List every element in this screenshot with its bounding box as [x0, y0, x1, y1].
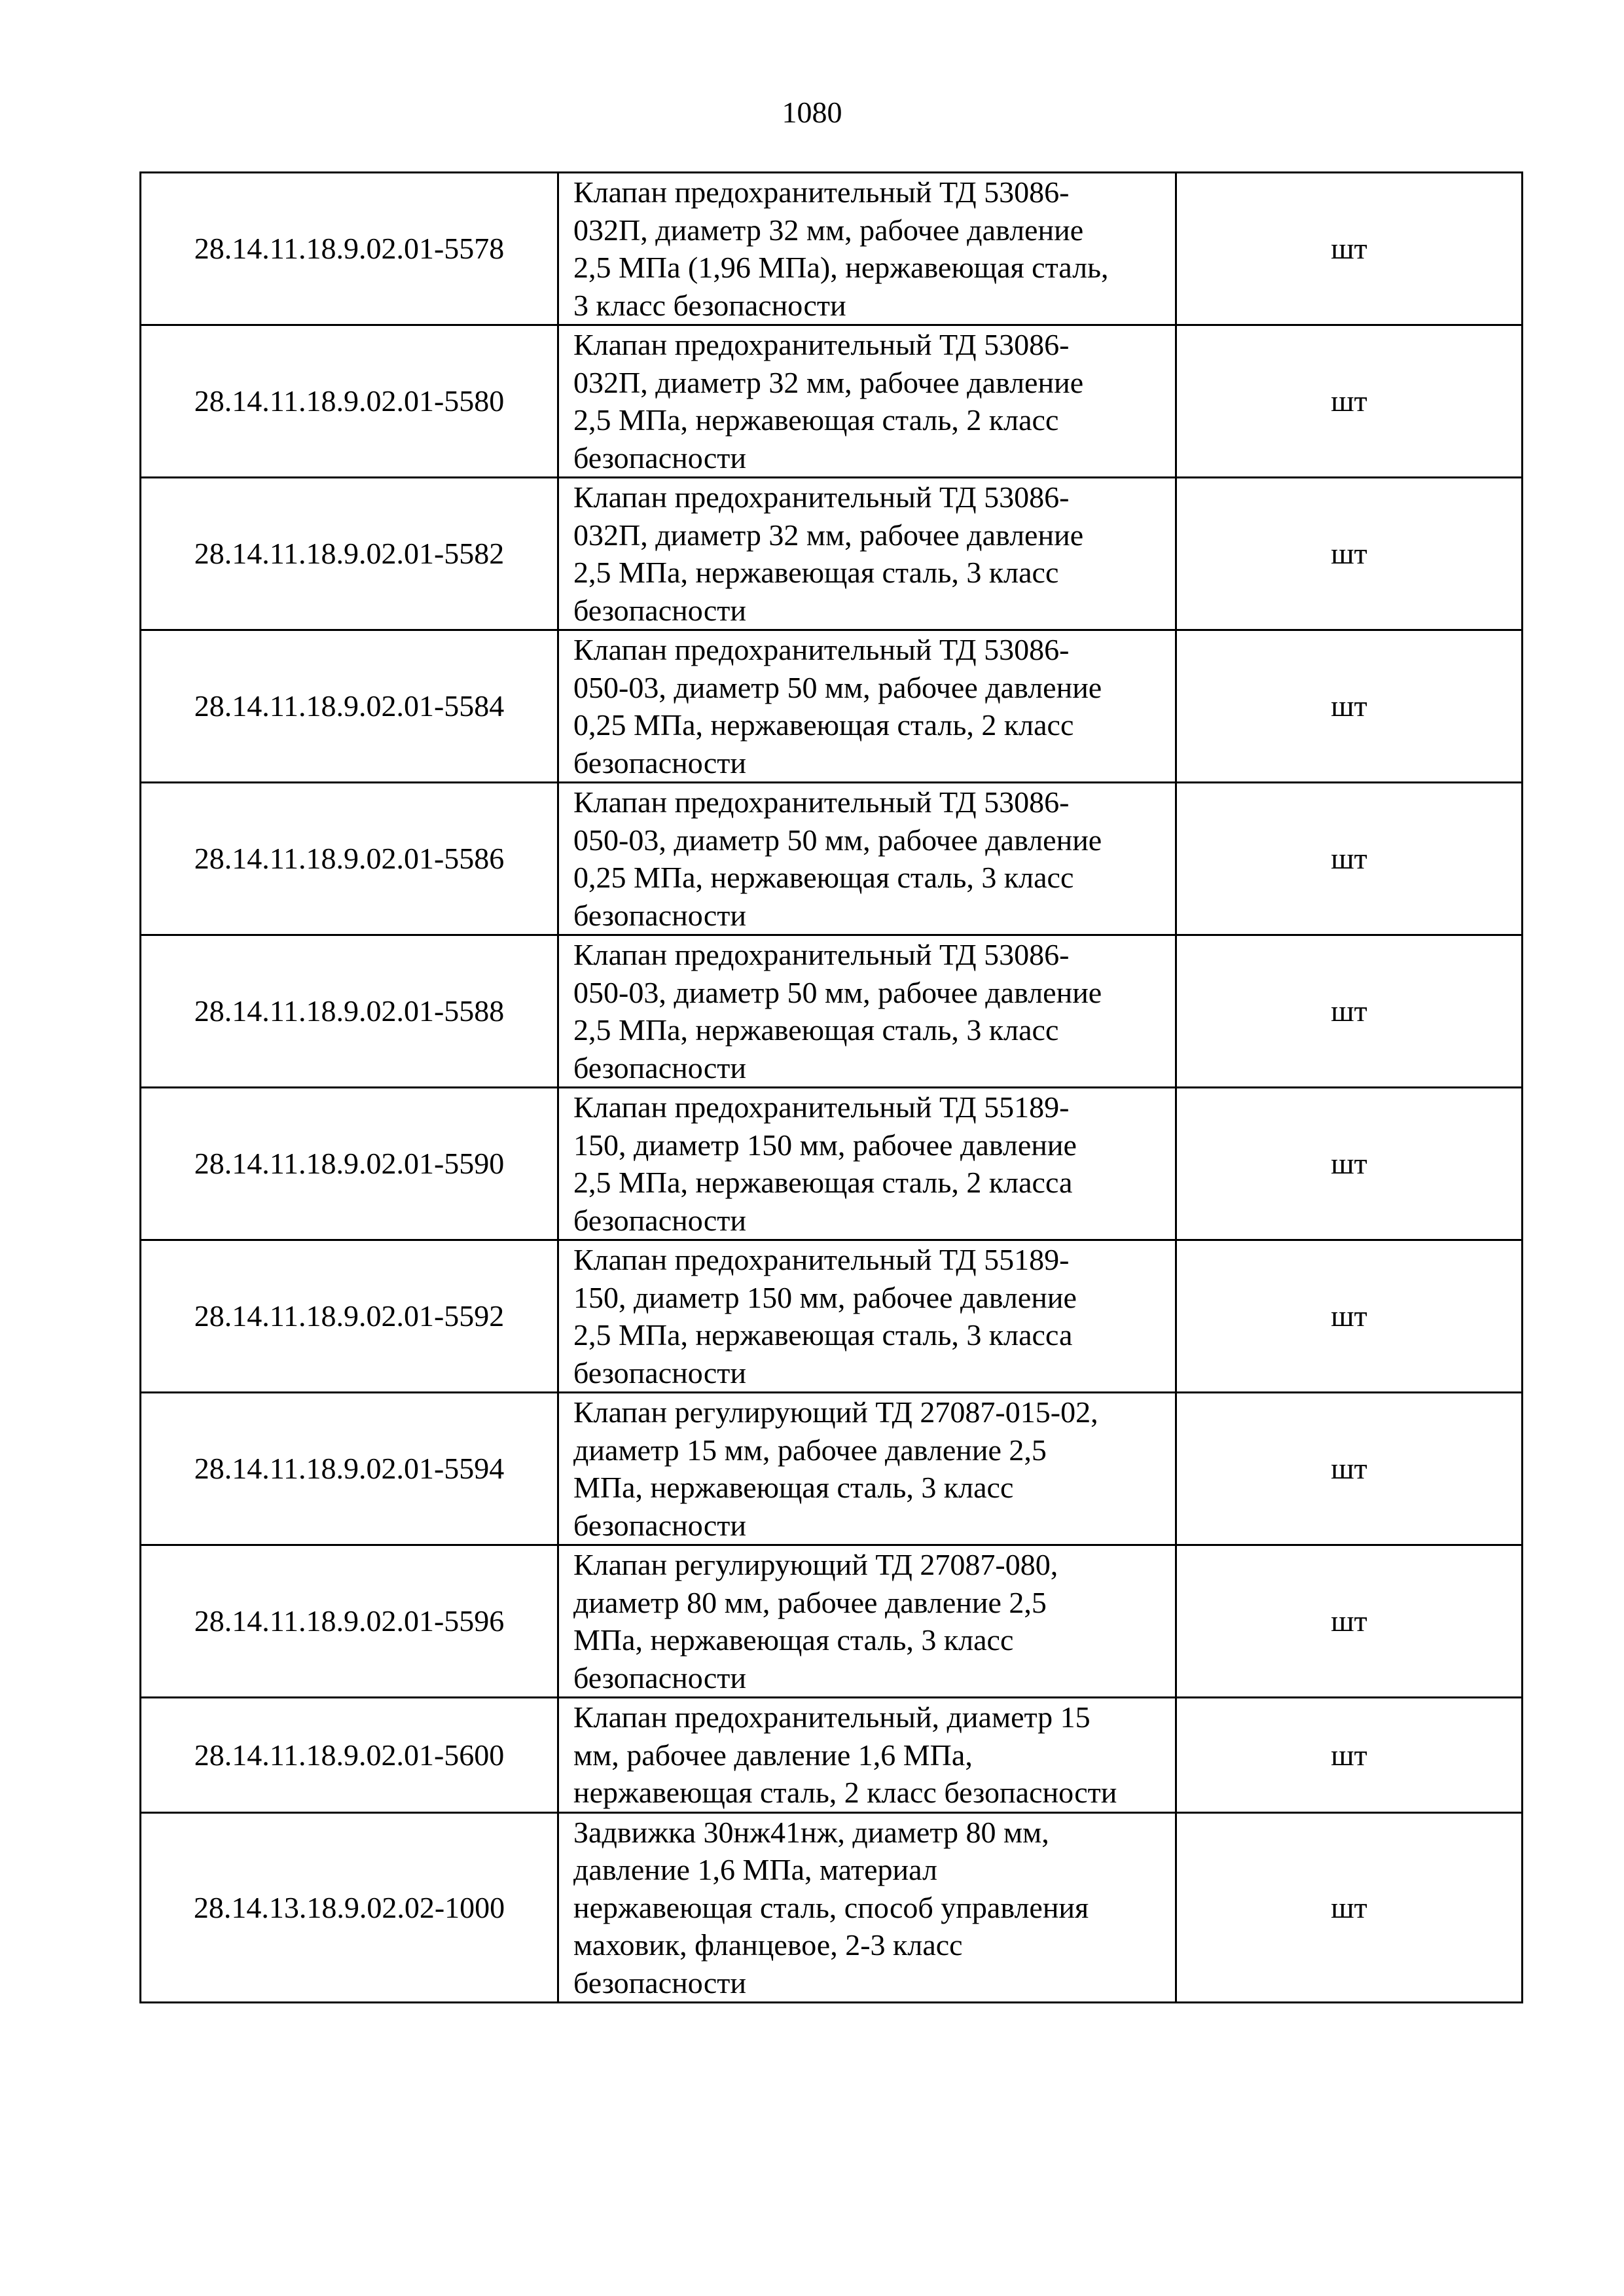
page-number: 1080 — [782, 96, 842, 129]
unit-of-measure: шт — [1176, 1812, 1523, 2003]
resource-description: Клапан предохранительный, диаметр 15 мм, рабочее давление 1,6 МПа, нержавеющая сталь, 2 класс безопасности — [558, 1698, 1176, 1813]
resource-code: 28.14.11.18.9.02.01-5596 — [141, 1545, 558, 1698]
resource-description: Клапан регулирующий ТД 27087-015-02, диаметр 15 мм, рабочее давление 2,5 МПа, нержавеющая сталь, 3 класс безопасности — [558, 1393, 1176, 1545]
resource-code: 28.14.11.18.9.02.01-5578 — [141, 173, 558, 325]
resource-code: 28.14.11.18.9.02.01-5600 — [141, 1698, 558, 1813]
resource-code: 28.14.11.18.9.02.01-5586 — [141, 783, 558, 935]
resource-description: Клапан предохранительный ТД 55189- 150, диаметр 150 мм, рабочее давление 2,5 МПа, нержавеющая сталь, 3 класса безопасности — [558, 1240, 1176, 1393]
table-row — [141, 783, 1523, 935]
resource-code: 28.14.11.18.9.02.01-5582 — [141, 478, 558, 630]
unit-of-measure: шт — [1176, 173, 1523, 325]
unit-of-measure: шт — [1176, 1088, 1523, 1240]
resource-description: Клапан предохранительный ТД 55189- 150, диаметр 150 мм, рабочее давление 2,5 МПа, нержавеющая сталь, 2 класса безопасности — [558, 1088, 1176, 1240]
table-row — [141, 1393, 1523, 1545]
resource-code: 28.14.13.18.9.02.02-1000 — [141, 1812, 558, 2003]
resource-code: 28.14.11.18.9.02.01-5588 — [141, 935, 558, 1088]
resource-table — [139, 171, 1523, 2003]
unit-of-measure: шт — [1176, 1698, 1523, 1813]
resource-code: 28.14.11.18.9.02.01-5580 — [141, 325, 558, 478]
table-row — [141, 935, 1523, 1088]
unit-of-measure: шт — [1176, 783, 1523, 935]
resource-description: Клапан предохранительный ТД 53086- 050-03, диаметр 50 мм, рабочее давление 0,25 МПа, нержавеющая сталь, 3 класс безопасности — [558, 783, 1176, 935]
resource-description: Клапан предохранительный ТД 53086- 050-03, диаметр 50 мм, рабочее давление 2,5 МПа, нержавеющая сталь, 3 класс безопасности — [558, 935, 1176, 1088]
table-row — [141, 1545, 1523, 1698]
resource-description: Клапан регулирующий ТД 27087-080, диаметр 80 мм, рабочее давление 2,5 МПа, нержавеющая сталь, 3 класс безопасности — [558, 1545, 1176, 1698]
resource-code: 28.14.11.18.9.02.01-5584 — [141, 630, 558, 783]
resource-code: 28.14.11.18.9.02.01-5594 — [141, 1393, 558, 1545]
table-row — [141, 1812, 1523, 2003]
unit-of-measure: шт — [1176, 1393, 1523, 1545]
table-row — [141, 478, 1523, 630]
table-row — [141, 630, 1523, 783]
resource-description: Клапан предохранительный ТД 53086- 032П, диаметр 32 мм, рабочее давление 2,5 МПа (1,96 МПа), нержавеющая сталь, 3 класс безопасности — [558, 173, 1176, 325]
resource-description: Клапан предохранительный ТД 53086- 032П, диаметр 32 мм, рабочее давление 2,5 МПа, нержавеющая сталь, 3 класс безопасности — [558, 478, 1176, 630]
table-row — [141, 325, 1523, 478]
resource-description: Клапан предохранительный ТД 53086- 050-03, диаметр 50 мм, рабочее давление 0,25 МПа, нержавеющая сталь, 2 класс безопасности — [558, 630, 1176, 783]
unit-of-measure: шт — [1176, 630, 1523, 783]
unit-of-measure: шт — [1176, 325, 1523, 478]
resource-code: 28.14.11.18.9.02.01-5590 — [141, 1088, 558, 1240]
table-row — [141, 1088, 1523, 1240]
unit-of-measure: шт — [1176, 478, 1523, 630]
table-row — [141, 1698, 1523, 1813]
resource-description: Задвижка 30нж41нж, диаметр 80 мм, давление 1,6 МПа, материал нержавеющая сталь, способ управления маховик, фланцевое, 2-3 класс безопасности — [558, 1812, 1176, 2003]
unit-of-measure: шт — [1176, 1240, 1523, 1393]
resource-code: 28.14.11.18.9.02.01-5592 — [141, 1240, 558, 1393]
unit-of-measure: шт — [1176, 935, 1523, 1088]
table-row — [141, 173, 1523, 325]
unit-of-measure: шт — [1176, 1545, 1523, 1698]
resource-description: Клапан предохранительный ТД 53086- 032П, диаметр 32 мм, рабочее давление 2,5 МПа, нержавеющая сталь, 2 класс безопасности — [558, 325, 1176, 478]
table-row — [141, 1240, 1523, 1393]
